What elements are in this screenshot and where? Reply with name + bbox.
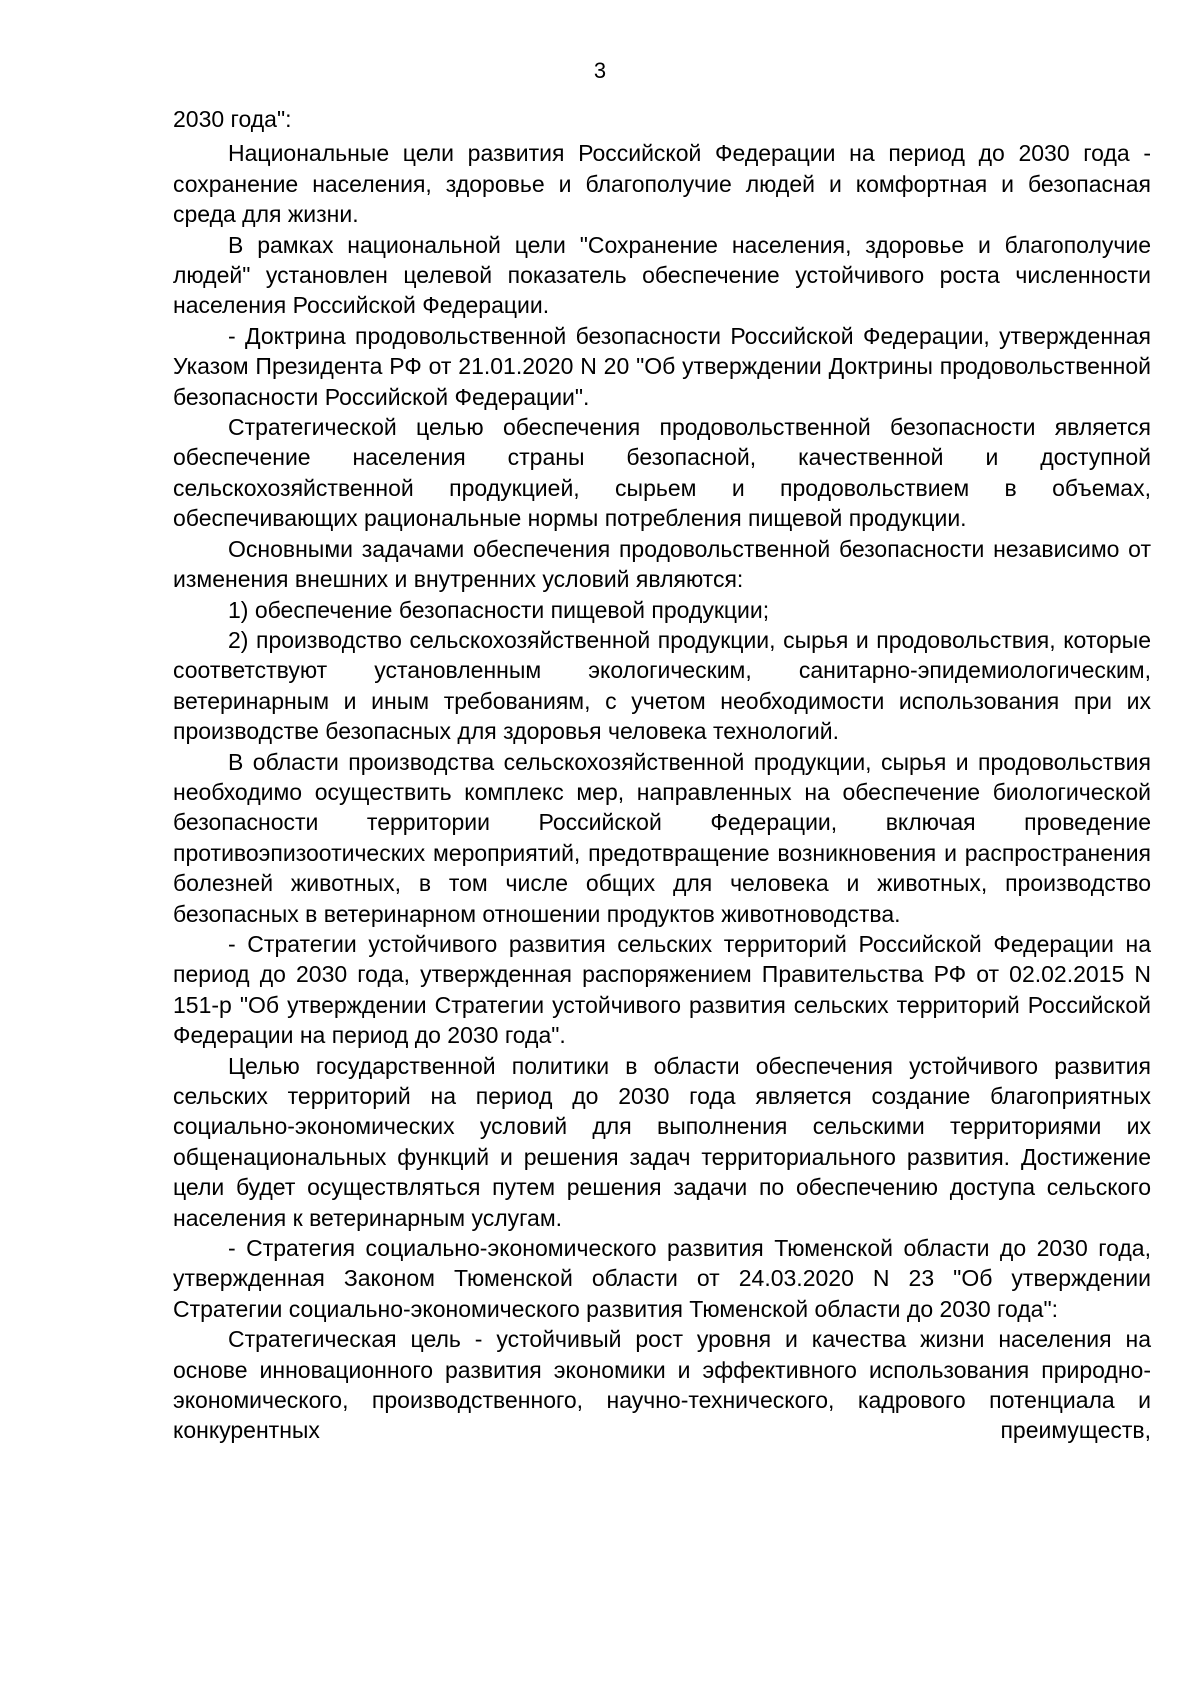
list-item: 2) производство сельскохозяйственной продукции, сырья и продовольствия, которые соответствуют установленным экологическим, санитарно-эпидемиологическим, ветеринарным и иным требованиям, с учетом необходимости использования при их производстве безопасных для здоровья человека технологий. xyxy=(173,626,1151,745)
paragraph: Национальные цели развития Российской Федерации на период до 2030 года - сохранение населения, здоровье и благополучие людей и комфортная и безопасная среда для жизни. xyxy=(173,140,1151,228)
page-number: 3 xyxy=(593,58,607,83)
list-item: 1) обеспечение безопасности пищевой продукции; xyxy=(228,596,770,623)
paragraph: В области производства сельскохозяйственной продукции, сырья и продовольствия необходимо осуществить комплекс мер, направленных на обеспечение биологической безопасности территории Российской Федерации, включая проведение противоэпизоотических мероприятий, предотвращение возникновения и распространения болезней животных, в том числе общих для человека и животных, производство безопасных в ветеринарном отношении продуктов животноводства. xyxy=(173,748,1151,927)
paragraph: - Стратегии устойчивого развития сельских территорий Российской Федерации на период до 2030 года, утвержденная распоряжением Правительства РФ от 02.02.2015 N 151-р "Об утверждении Стратегии устойчивого развития сельских территорий Российской Федерации на период до 2030 года". xyxy=(173,930,1151,1049)
paragraph: Стратегическая цель - устойчивый рост уровня и качества жизни населения на основе инновационного развития экономики и эффективного использования природно-экономического, производственного, научно-технического, кадрового потенциала и конкурентных преимуществ, xyxy=(173,1326,1151,1444)
document-body xyxy=(173,104,1151,1446)
paragraph: В рамках национальной цели "Сохранение населения, здоровье и благополучие людей" установлен целевой показатель обеспечение устойчивого роста численности населения Российской Федерации. xyxy=(173,231,1151,319)
paragraph: - Стратегия социально-экономического развития Тюменской области до 2030 года, утвержденная Законом Тюменской области от 24.03.2020 N 23 "Об утверждении Стратегии социально-экономического развития Тюменской области до 2030 года": xyxy=(173,1235,1151,1322)
paragraph: Основными задачами обеспечения продовольственной безопасности независимо от изменения внешних и внутренних условий являются: xyxy=(173,535,1151,593)
paragraph: Целью государственной политики в области обеспечения устойчивого развития сельских территорий на период до 2030 года является создание благоприятных социально-экономических условий для выполнения сельскими территориями их общенациональных функций и решения задач территориального развития. Достижение цели будет осуществляться путем решения задачи по обеспечению доступа сельского населения к ветеринарным услугам. xyxy=(173,1052,1151,1231)
paragraph: - Доктрина продовольственной безопасности Российской Федерации, утвержденная Указом Президента РФ от 21.01.2020 N 20 "Об утверждении Доктрины продовольственной безопасности Российской Федерации". xyxy=(173,322,1151,410)
paragraph: 2030 года": xyxy=(173,106,292,132)
paragraph: Стратегической целью обеспечения продовольственной безопасности является обеспечение населения страны безопасной, качественной и доступной сельскохозяйственной продукцией, сырьем и продовольствием в объемах, обеспечивающих рациональные нормы потребления пищевой продукции. xyxy=(173,414,1151,532)
